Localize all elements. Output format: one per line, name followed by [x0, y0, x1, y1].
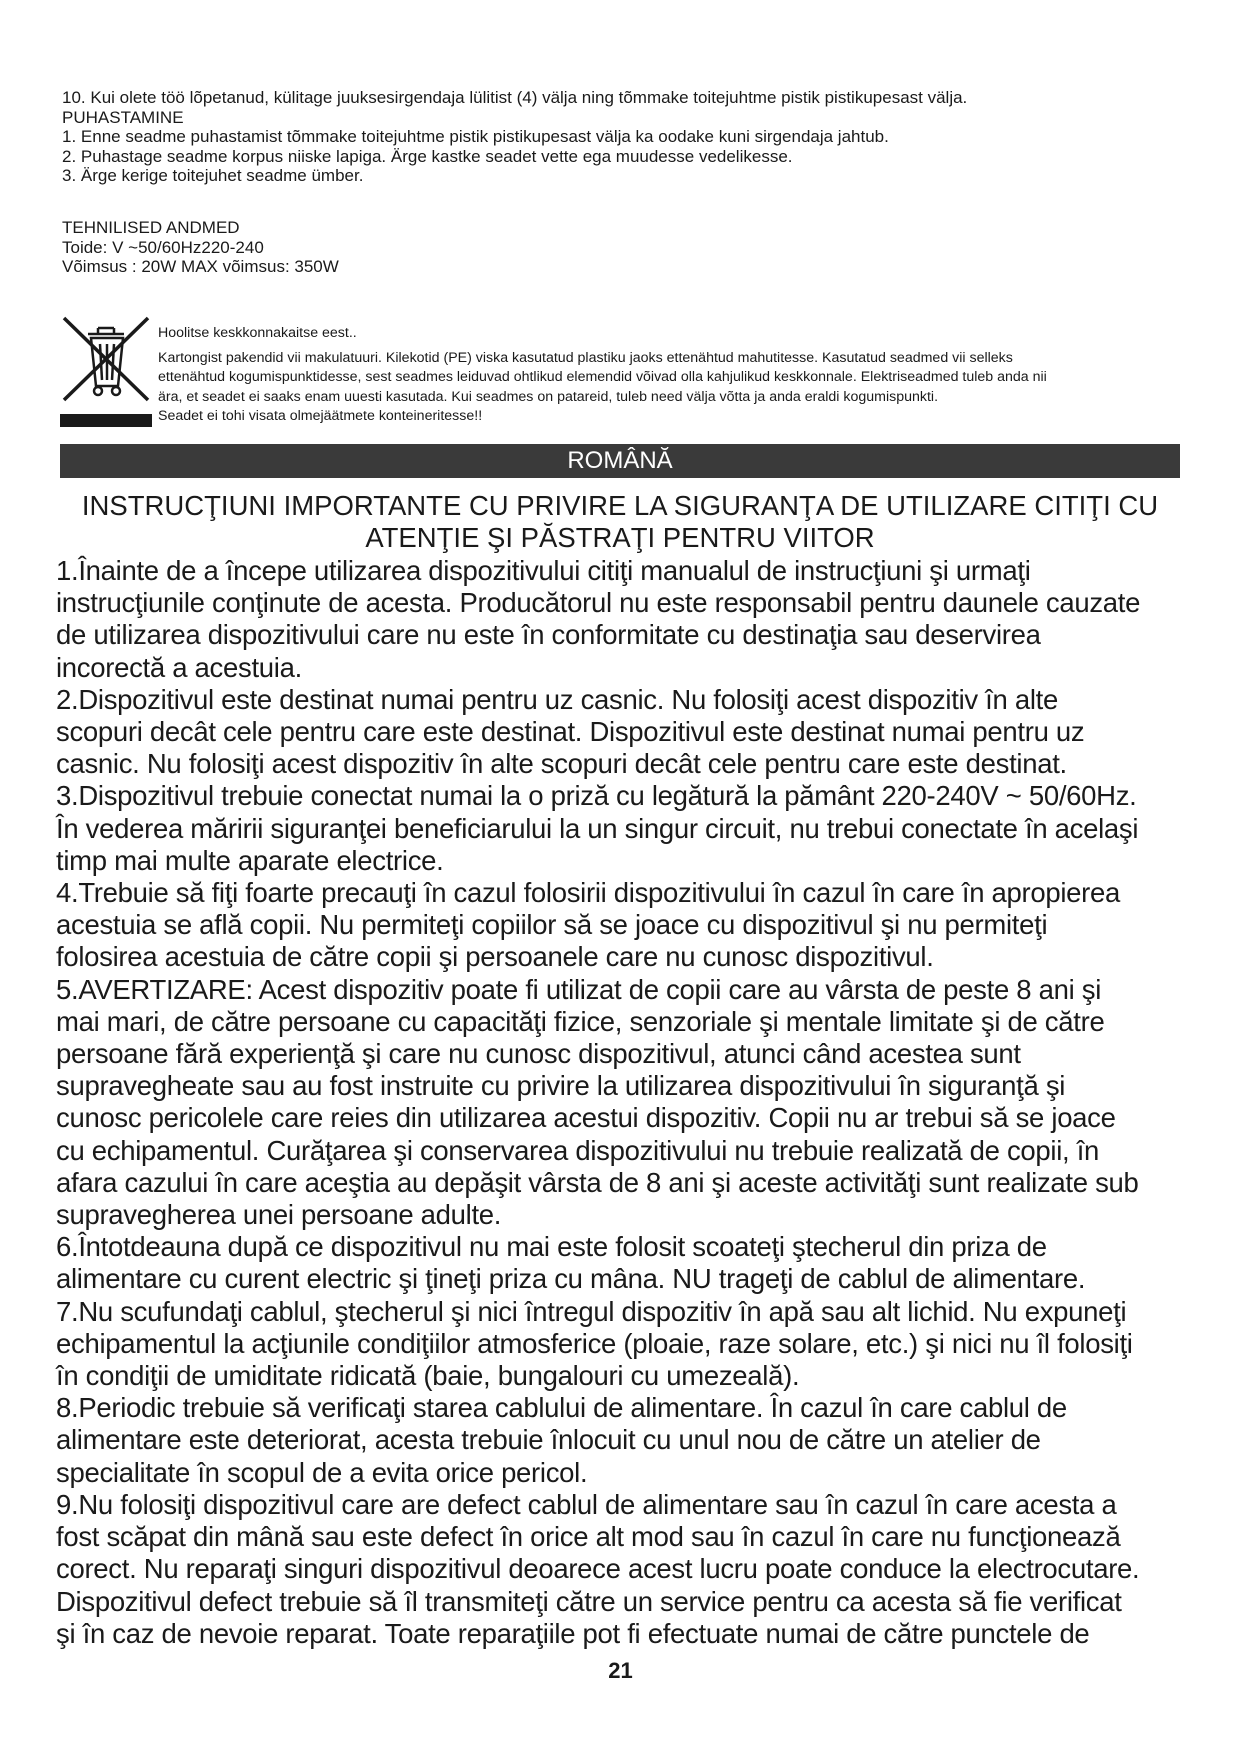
body-line: mai mari, de către persoane cu capacităţi fizice, senzoriale şi mentale limitate şi de către: [56, 1005, 1105, 1037]
technical-data: [62, 218, 339, 277]
body-line: 5.AVERTIZARE: Acest dispozitiv poate fi utilizat de copii care au vârsta de peste 8 ani şi: [56, 973, 1102, 1005]
body-line: şi în caz de nevoie reparat. Toate reparaţiile pot fi efectuate numai de către punctele de: [56, 1617, 1090, 1649]
body-line: cu echipamentul. Curăţarea şi conservarea dispozitivului nu trebuie realizată de copii, în: [56, 1134, 1100, 1166]
et-line: 2. Puhastage seadme korpus niiske lapiga. Ärge kastke seadet vette ega muudesse vedelikesse.: [62, 146, 793, 166]
language-header-band: ROMÂNĂ: [60, 444, 1180, 478]
recycling-text: [158, 324, 1188, 427]
tech-supply: Toide: V ~50/60Hz220-240: [62, 237, 264, 257]
body-line: alimentare cu curent electric şi ţineţi priza cu mâna. NU trageţi de cablul de alimentare.: [56, 1263, 1086, 1295]
tech-power: Võimsus : 20W MAX võimsus: 350W: [62, 257, 339, 276]
recycle-line: Kartongist pakendid vii makulatuuri. Kilekotid (PE) viska kasutatud plastiku jaoks ettenähtud mahutitesse. Kasutatud seadmed vii selleks: [158, 349, 1013, 366]
body-line: în condiţii de umiditate ridicată (baie, bungalouri cu umezeală).: [56, 1360, 800, 1392]
recycle-line: Seadet ei tohi visata olmejäätmete konteineritesse!!: [158, 408, 483, 424]
body-line: persoane fără experienţă şi care nu cunosc dispozitivul, atunci când acestea sunt: [56, 1038, 1021, 1070]
et-heading-cleaning: PUHASTAMINE: [62, 107, 184, 127]
title-line: INSTRUCŢIUNI IMPORTANTE CU PRIVIRE LA SIGURANŢA DE UTILIZARE CITIŢI CU: [81, 490, 1159, 521]
body-line: 6.Întotdeauna după ce dispozitivul nu mai este folosit scoateţi ştecherul din priza de: [56, 1231, 1047, 1263]
body-line: 1.Înainte de a începe utilizarea dispozitivului citiţi manualul de instrucţiuni şi urmaţi: [56, 555, 1031, 586]
crossed-out-bin-icon: [58, 314, 154, 402]
body-line: 8.Periodic trebuie să verificaţi starea cablului de alimentare. În cazul în care cablul de: [56, 1392, 1067, 1424]
body-line: supravegherea unei persoane adulte.: [56, 1199, 502, 1231]
body-line: afara cazului în care aceştia au depăşit vârsta de 8 ani şi aceste activităţi sunt realizate sub: [56, 1166, 1139, 1198]
et-line: 1. Enne seadme puhastamist tõmmake toitejuhtme pistik pistikupesast välja ka oodake kuni sirgendaja jahtub.: [62, 127, 889, 146]
body-line: 7.Nu scufundaţi cablul, ştecherul şi nici întregul dispozitiv în apă sau alt lichid. Nu expuneţi: [56, 1295, 1127, 1327]
bin-underline-bar: [60, 414, 152, 427]
body-line: acestuia se află copii. Nu permiteţi copiilor să se joace cu dispozitivul şi nu permiteţi: [56, 909, 1048, 941]
et-line: 10. Kui olete töö lõpetanud, külitage juuksesirgendaja lülitist (4) välja ning tõmmake toitejuhtme pistik pistikupesast välja.: [62, 88, 968, 107]
safety-instructions-body: [56, 555, 1191, 1650]
body-line: timp mai multe aparate electrice.: [56, 844, 444, 876]
recycling-notice: [58, 314, 1178, 434]
recycle-line: ettenähtud kogumispunktidesse, sest seadmes leiduvad ohtlikud elemendid võivad olla kahjulikud keskkonnale. Elektriseadmed tuleb anda nii: [158, 369, 1047, 385]
body-line: Dispozitivul defect trebuie să îl transmiteţi către un service pentru ca acesta să fie verificat: [56, 1585, 1122, 1617]
recycle-title: Hoolitse keskkonnakaitse eest..: [158, 325, 357, 341]
body-line: instrucţiunile conţinute de acesta. Producătorul nu este responsabil pentru daunele cauzate: [56, 587, 1141, 619]
body-line: cunosc pericolele care reies din utilizarea acestui dispozitiv. Copii nu ar trebui să se joace: [56, 1102, 1116, 1134]
estonian-instructions: [62, 88, 1172, 186]
safety-title: [55, 490, 1185, 554]
body-line: 9.Nu folosiţi dispozitivul care are defect cablul de alimentare sau în cazul în care acesta a: [56, 1488, 1117, 1520]
body-line: folosirea acestuia de către copii şi persoanele care nu cunosc dispozitivul.: [56, 941, 934, 973]
title-line: ATENŢIE ŞI PĂSTRAŢI PENTRU VIITOR: [365, 522, 875, 553]
body-line: scopuri decât cele pentru care este destinat. Dispozitivul este destinat numai pentru uz: [56, 716, 1085, 748]
body-line: 3.Dispozitivul trebuie conectat numai la o priză cu legătură la pământ 220-240V ~ 50/60Hz.: [56, 780, 1137, 812]
body-line: de utilizarea dispozitivului care nu este în conformitate cu destinaţia sau deservirea: [56, 619, 1041, 651]
body-line: echipamentul la acţiunile condiţiilor atmosferice (ploaie, raze solare, etc.) şi nici nu îl folosiţi: [56, 1327, 1133, 1359]
body-line: alimentare este deteriorat, acesta trebuie înlocuit cu unul nou de către un atelier de: [56, 1424, 1041, 1456]
et-line: 3. Ärge kerige toitejuhet seadme ümber.: [62, 166, 364, 185]
body-line: casnic. Nu folosiţi acest dispozitiv în alte scopuri decât cele pentru care este destinat.: [56, 748, 1067, 780]
tech-heading: TEHNILISED ANDMED: [62, 218, 240, 237]
body-line: supravegheate sau au fost instruite cu privire la utilizarea dispozitivului în siguranţă şi: [56, 1070, 1066, 1102]
recycle-line: ära, et seadet ei saaks enam uuesti kasutada. Kui seadmes on patareid, tuleb need välja võtta ja anda eraldi kogumispunkti.: [158, 388, 939, 405]
body-line: incorectă a acestuia.: [56, 651, 302, 683]
body-line: fost scăpat din mână sau este defect în orice alt mod sau în cazul în care nu funcţionează: [56, 1521, 1121, 1553]
body-line: specialitate în scopul de a evita orice pericol.: [56, 1456, 588, 1488]
page-number: 21: [608, 1658, 633, 1683]
body-line: 4.Trebuie să fiţi foarte precauţi în cazul folosirii dispozitivului în cazul în care în apropierea: [56, 877, 1121, 909]
body-line: corect. Nu reparaţi singuri dispozitivul deoarece acest lucru poate conduce la electrocutare.: [56, 1553, 1140, 1585]
body-line: 2.Dispozitivul este destinat numai pentru uz casnic. Nu folosiţi acest dispozitiv în alte: [56, 683, 1058, 715]
body-line: În vederea măririi siguranţei beneficiarului la un singur circuit, nu trebui conectate în acelaşi: [56, 812, 1139, 844]
